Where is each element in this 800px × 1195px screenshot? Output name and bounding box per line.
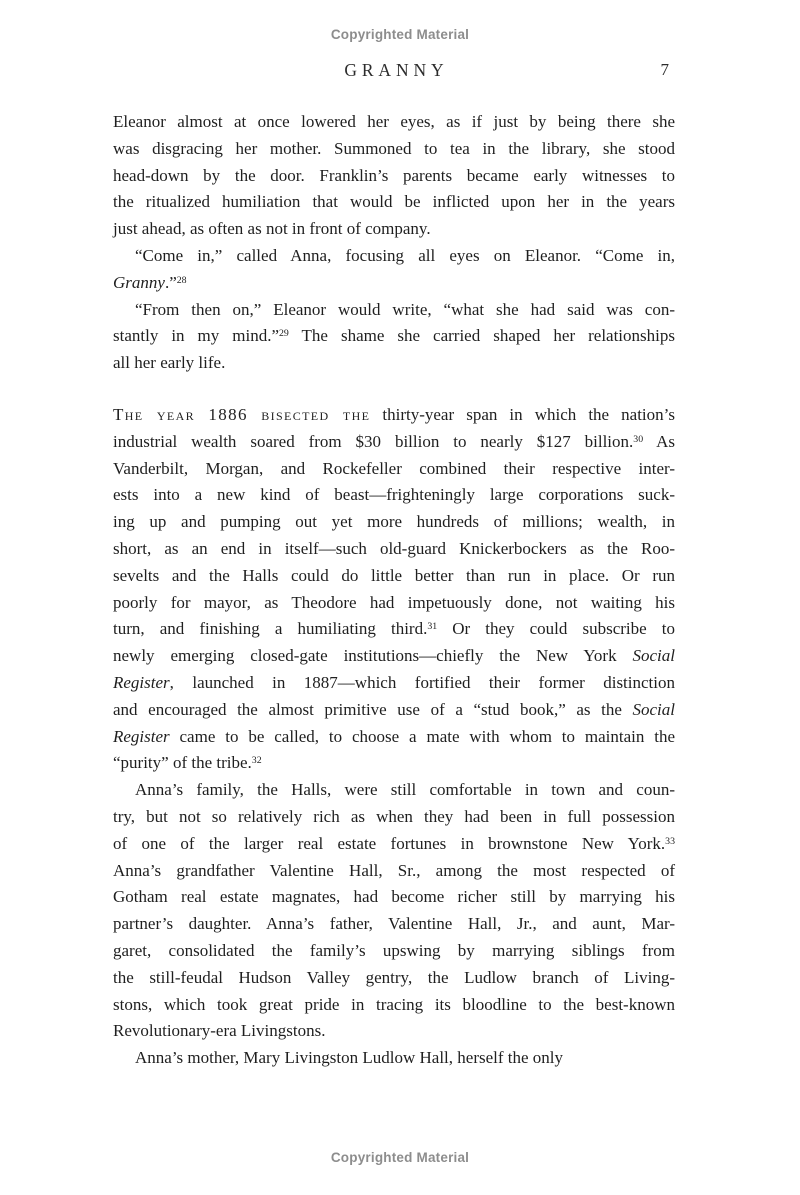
italic-text: Social [632,646,675,666]
text-segment: As [643,431,675,451]
text-segment: Anna’s mother, Mary Livingston Ludlow Hall, herself the only [135,1048,564,1068]
text-segment: “Come in,” called Anna, focusing all eyes on Eleanor. “Come in, [135,245,675,265]
text-segment: newly emerging closed-gate institutions—chiefly the New York [113,646,633,666]
text-segment: just ahead, as often as not in front of company. [113,219,431,239]
text-line [113,616,675,643]
text-line [113,884,675,911]
text-segment: came to be called, to choose a mate with whom to maintain the [169,726,675,746]
text-segment: stantly in my mind.” [113,326,279,346]
footnote-reference: 29 [279,328,289,340]
text-segment: Gotham real estate magnates, had become richer still by marrying his [113,887,675,907]
text-line [113,590,675,617]
text-line [113,297,675,324]
text-segment: Anna’s family, the Halls, were still comfortable in town and coun- [135,780,675,800]
text-segment: “From then on,” Eleanor would write, “what she had said was con- [135,299,675,319]
running-header [113,60,675,82]
text-segment: turn, and finishing a humiliating third. [113,619,428,639]
footnote-reference: 30 [633,433,644,445]
text-segment: the still-feudal Hudson Valley gentry, the Ludlow branch of Living- [113,967,675,987]
text-segment: stons, which took great pride in tracing its bloodline to the best-known [113,994,675,1014]
text-segment: garet, consolidated the family’s upswing by marrying siblings from [113,940,675,960]
text-line [113,911,675,938]
text-line [113,216,675,243]
paragraph-3 [113,297,675,377]
paragraph-5 [113,777,675,1045]
text-line [113,831,675,858]
text-line [113,350,675,377]
text-line [113,482,675,509]
copyright-notice-bottom: Copyrighted Material [330,1150,470,1165]
text-segment: .” [164,272,177,292]
text-segment: The shame she carried shaped her relationships [288,326,675,346]
text-segment: the ritualized humiliation that would be inflicted upon her in the years [113,192,675,212]
text-line [113,965,675,992]
text-line [113,1018,675,1045]
text-segment: was disgracing her mother. Summoned to tea in the library, she stood [113,138,675,158]
text-segment: Anna’s grandfather Valentine Hall, Sr., among the most respected of [113,860,675,880]
text-segment: partner’s daughter. Anna’s father, Valentine Hall, Jr., and aunt, Mar- [113,914,675,934]
text-line [113,163,675,190]
small-caps-text: The year 1886 bisected the [113,404,371,424]
text-line [113,992,675,1019]
text-line [113,750,675,777]
text-line [113,402,675,429]
text-segment: thirty-year span in which the nation’s [370,404,675,424]
footnote-reference: 28 [176,274,187,286]
footnote-reference: 33 [665,835,675,847]
paragraph-2 [113,243,675,297]
text-line [113,697,675,724]
text-line [113,109,675,136]
text-line [113,536,675,563]
text-segment: Vanderbilt, Morgan, and Rockefeller combined their respective inter- [113,458,675,478]
text-line [113,858,675,885]
text-segment: , launched in 1887—which fortified their former distinction [169,672,675,692]
text-line [113,323,675,350]
text-segment: Or they could subscribe to [437,619,675,639]
text-line [113,429,675,456]
footnote-reference: 32 [251,755,262,767]
text-line [113,270,675,297]
paragraph-6 [113,1045,675,1072]
text-segment: ests into a new kind of beast—frighteningly large corporations suck- [113,485,675,505]
italic-text: Register [113,726,170,746]
text-segment: Eleanor almost at once lowered her eyes, as if just by being there she [113,112,675,131]
text-line [113,670,675,697]
text-line [113,724,675,751]
text-segment: “purity” of the tribe. [113,753,252,773]
text-segment: try, but not so relatively rich as when they had been in full possession [113,806,675,826]
text-segment: head-down by the door. Franklin’s parents became early witnesses to [113,165,675,185]
text-segment: short, as an end in itself—such old-guard Knickerbockers as the Roo- [113,538,675,558]
paragraph-4 [113,402,675,777]
text-line [113,189,675,216]
text-segment: poorly for mayor, as Theodore had impetuously done, not waiting his [113,592,675,612]
text-line [113,243,675,270]
italic-text: Granny [113,272,165,292]
italic-text: Register [113,672,170,692]
footnote-reference: 31 [427,621,438,633]
text-line [113,136,675,163]
text-line [113,643,675,670]
text-line [113,509,675,536]
italic-text: Social [632,699,675,719]
page-number: 7 [660,60,669,79]
text-segment: ing up and pumping out yet more hundreds of millions; wealth, in [113,512,675,532]
text-segment: and encouraged the almost primitive use of a “stud book,” as the [113,699,633,719]
text-line [113,1045,675,1072]
text-segment: Revolutionary-era Livingstons. [113,1021,326,1041]
text-line [113,804,675,831]
text-segment: of one of the larger real estate fortunes in brownstone New York. [113,833,666,853]
text-line [113,777,675,804]
text-line [113,938,675,965]
text-line [113,456,675,483]
copyright-notice-top: Copyrighted Material [330,27,470,42]
text-segment: all her early life. [113,353,226,373]
text-line [113,563,675,590]
text-segment: sevelts and the Halls could do little better than run in place. Or run [113,565,675,585]
paragraph-1 [113,109,675,243]
chapter-running-head: GRANNY [344,60,449,80]
body-text [113,109,675,1072]
text-segment: industrial wealth soared from $30 billion to nearly $127 billion. [113,431,634,451]
